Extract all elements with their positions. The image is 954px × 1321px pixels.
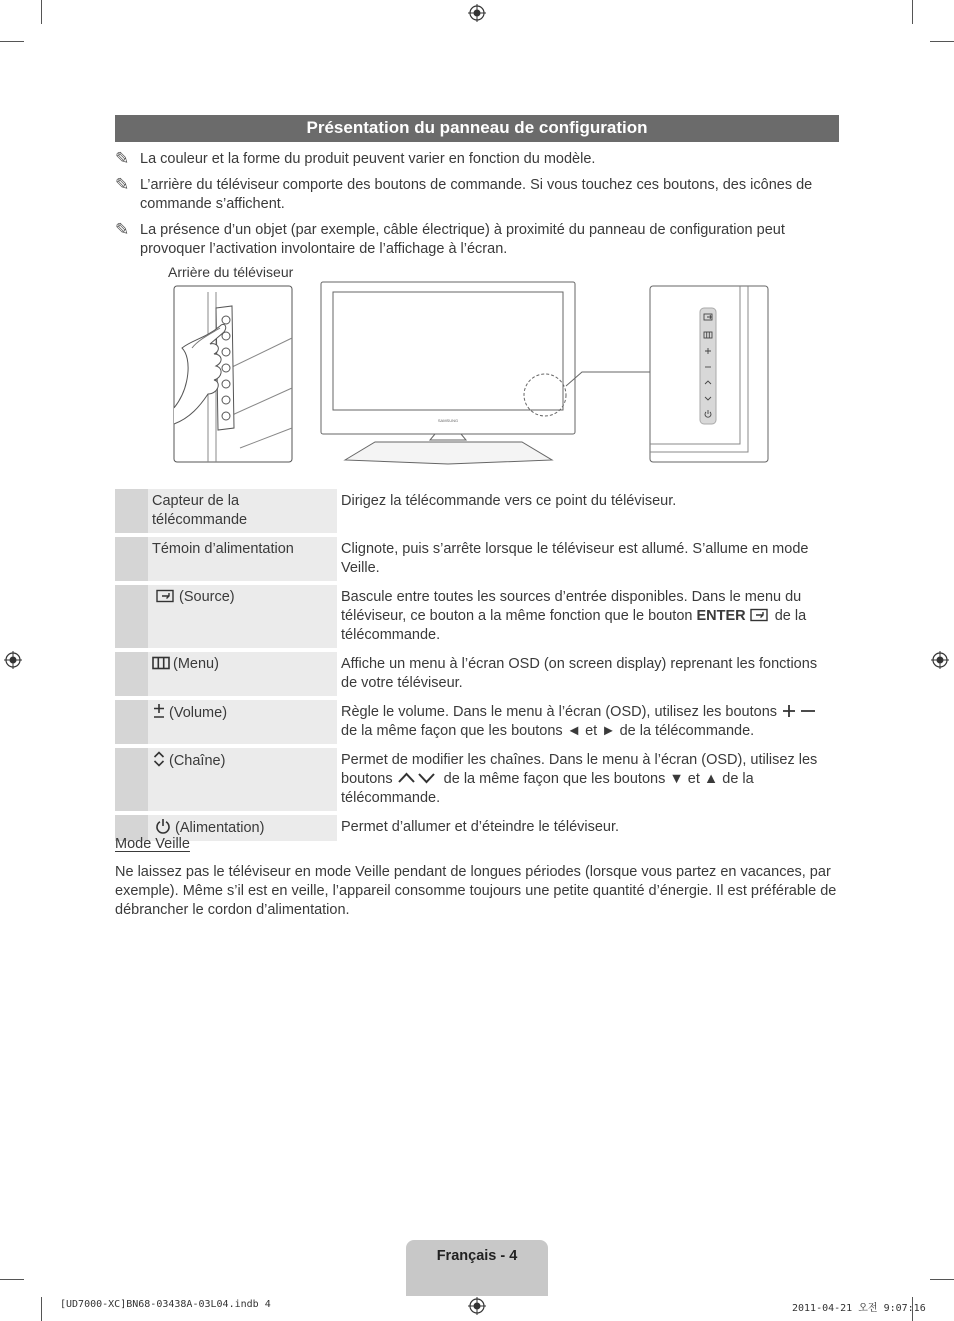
- row-description: Permet de modifier les chaînes. Dans le menu à l’écran (OSD), utilisez les boutons de la même façon que les boutons ▼ et ▲ de la télécommande.: [341, 752, 818, 806]
- row-description: Permet d’allumer et d’éteindre le téléviseur.: [341, 819, 620, 835]
- tv-front-illustration: [321, 282, 650, 464]
- tv-brand-logo: SAMSUNG: [437, 418, 459, 423]
- control-panel-table: [115, 489, 839, 845]
- source-icon: [154, 589, 176, 603]
- table-row: [115, 489, 839, 533]
- table-row: [115, 585, 839, 648]
- row-label: Témoin d’alimentation: [148, 537, 337, 581]
- row-description: Bascule entre toutes les sources d’entrée disponibles. Dans le menu du téléviseur, ce bouton a la même fonction que le bouton ENTER de la télécommande.: [341, 589, 807, 643]
- menu-icon: [152, 656, 170, 670]
- power-icon: [154, 818, 172, 834]
- table-row: [115, 700, 839, 744]
- crop-mark: [912, 0, 913, 24]
- standby-heading: Mode Veille: [115, 836, 190, 852]
- row-label: (Alimentation): [148, 815, 337, 841]
- page-label: Français - 4: [436, 1248, 518, 1264]
- page-number-tab: [406, 1240, 548, 1296]
- print-timestamp: 2011-04-21 오전 9:07:16: [792, 1303, 926, 1314]
- enter-icon: [750, 608, 768, 622]
- up-down-icon: [152, 751, 166, 767]
- notes-list: [115, 150, 839, 266]
- registration-mark-icon: [931, 651, 949, 669]
- row-label: (Menu): [148, 652, 337, 696]
- chevron-up-down-buttons-icon: [397, 771, 437, 785]
- note-item: [115, 221, 839, 259]
- row-description: Affiche un menu à l’écran OSD (on screen display) reprenant les fonctions de votre téléviseur.: [341, 656, 818, 691]
- plus-minus-icon: [152, 703, 166, 719]
- crop-mark: [41, 0, 42, 24]
- crop-mark: [0, 1279, 24, 1280]
- note-text: La couleur et la forme du produit peuvent varier en fonction du modèle.: [140, 151, 596, 167]
- table-row: [115, 652, 839, 696]
- print-file-info: [UD7000-XC]BN68-03438A-03L04.indb 4: [60, 1299, 271, 1310]
- row-description: Clignote, puis s’arrête lorsque le téléviseur est allumé. S’allume en mode Veille.: [341, 541, 809, 576]
- page-title: Présentation du panneau de configuration: [115, 115, 839, 142]
- table-row: [115, 537, 839, 581]
- row-label: (Chaîne): [148, 748, 337, 811]
- standby-paragraph: Ne laissez pas le téléviseur en mode Veille pendant de longues périodes (lorsque vous partez en vacances, par exemple). Même s’il est en veille, l’appareil consomme toujours une petite quantité d’énergie. Il est préférable de débrancher le cordon d’alimentation.: [115, 864, 837, 918]
- row-label: (Volume): [148, 700, 337, 744]
- registration-mark-icon: [468, 1297, 486, 1315]
- tv-control-panel-diagram: [170, 278, 780, 468]
- note-pencil-icon: ✎: [115, 175, 130, 194]
- crop-mark: [41, 1297, 42, 1321]
- note-pencil-icon: ✎: [115, 220, 130, 239]
- table-row: [115, 748, 839, 811]
- plus-minus-buttons-icon: [781, 704, 817, 718]
- note-text: L’arrière du téléviseur comporte des boutons de commande. Si vous touchez ces boutons, des icônes de commande s’affichent.: [140, 177, 813, 212]
- note-item: [115, 176, 839, 214]
- crop-mark: [930, 1279, 954, 1280]
- crop-mark: [0, 41, 24, 42]
- row-label: Capteur de la télécommande: [148, 489, 337, 533]
- note-text: La présence d’un objet (par exemple, câble électrique) à proximité du panneau de configuration peut provoquer l’activation involontaire de l’affichage à l’écran.: [140, 222, 785, 257]
- row-description: Dirigez la télécommande vers ce point du téléviseur.: [341, 493, 677, 509]
- note-pencil-icon: ✎: [115, 149, 130, 168]
- crop-mark: [930, 41, 954, 42]
- control-panel-detail: [650, 286, 768, 462]
- note-item: [115, 150, 839, 169]
- row-label: (Source): [148, 585, 337, 648]
- registration-mark-icon: [468, 4, 486, 22]
- hand-detail-illustration: [174, 286, 292, 462]
- table-row: [115, 815, 839, 841]
- diagram-caption: Arrière du téléviseur: [168, 264, 294, 280]
- registration-mark-icon: [4, 651, 22, 669]
- row-description: Règle le volume. Dans le menu à l’écran (OSD), utilisez les boutons de la même façon que les boutons ◄ et ► de la télécommande.: [337, 700, 839, 744]
